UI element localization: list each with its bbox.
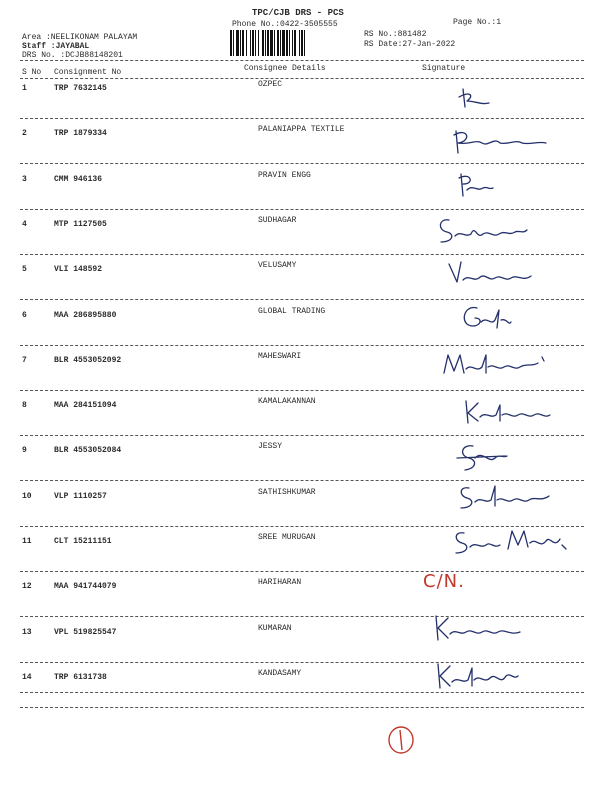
row-sno: 11	[22, 537, 32, 546]
row-consignee: SATHISHKUMAR	[258, 488, 316, 497]
signature-9	[455, 440, 515, 475]
row-sno: 13	[22, 628, 32, 637]
row-consignment: TRP 6131738	[54, 673, 107, 682]
row-sno: 1	[22, 84, 27, 93]
cin-annotation: C/N.	[423, 571, 465, 592]
row-consignee: OZPEC	[258, 80, 283, 89]
signature-1	[455, 85, 495, 115]
staff-field: Staff :JAYABAL	[22, 42, 90, 51]
row-sno: 4	[22, 220, 27, 229]
signature-10	[455, 480, 555, 515]
circle-one-mark	[385, 722, 417, 756]
row-sno: 6	[22, 311, 27, 320]
signature-3	[455, 170, 495, 200]
row-consignment: MAA 286895880	[54, 311, 117, 320]
page-number: Page No.:1	[453, 18, 502, 27]
col-signature: Signature	[422, 64, 466, 73]
row-sno: 10	[22, 492, 32, 501]
phone-number: Phone No.:0422-3505555	[232, 20, 338, 29]
row-consignee: MAHESWARI	[258, 352, 302, 361]
header-divider-top	[20, 60, 584, 61]
row-sno: 9	[22, 446, 27, 455]
signature-14	[432, 660, 522, 695]
row-consignment: VLP 1110257	[54, 492, 107, 501]
row-consignment: VPL 519825547	[54, 628, 117, 637]
row-consignment: BLR 4553052084	[54, 446, 122, 455]
signature-13	[430, 612, 530, 647]
drs-number: DRS No. :DCJB88148201	[22, 51, 123, 60]
row-divider	[20, 390, 584, 391]
row-consignee: SREE MURUGAN	[258, 533, 316, 542]
row-consignee: VELUSAMY	[258, 261, 297, 270]
row-consignee: SUDHAGAR	[258, 216, 297, 225]
rs-number: RS No.:881482	[364, 30, 427, 39]
row-sno: 2	[22, 129, 27, 138]
row-consignment: BLR 4553052092	[54, 356, 122, 365]
row-consignment: MAA 941744079	[54, 582, 117, 591]
row-consignment: TRP 1879334	[54, 129, 107, 138]
row-consignment: TRP 7632145	[54, 84, 107, 93]
row-consignee: PRAVIN ENGG	[258, 171, 311, 180]
row-consignee: KUMARAN	[258, 624, 292, 633]
row-consignee: HARIHARAN	[258, 578, 302, 587]
row-sno: 8	[22, 401, 27, 410]
signature-2	[450, 125, 550, 160]
signature-11	[450, 523, 570, 563]
barcode	[230, 30, 358, 56]
footer-divider	[20, 692, 584, 693]
row-sno: 5	[22, 265, 27, 274]
row-divider	[20, 118, 584, 119]
signature-8	[460, 397, 555, 427]
col-consignment: Consignment No	[54, 68, 122, 77]
col-consignee: Consignee Details	[244, 64, 326, 73]
row-divider	[20, 209, 584, 210]
row-sno: 7	[22, 356, 27, 365]
sheet-title: TPC/CJB DRS - PCS	[252, 8, 344, 18]
row-consignment: VLI 148592	[54, 265, 103, 274]
row-consignee: PALANIAPPA TEXTILE	[258, 125, 345, 134]
row-consignee: GLOBAL TRADING	[258, 307, 326, 316]
area-field: Area :NEELIKONAM PALAYAM	[22, 33, 138, 42]
signature-5	[445, 258, 540, 293]
signature-7	[438, 345, 548, 385]
signature-4	[435, 212, 530, 252]
row-consignee: JESSY	[258, 442, 283, 451]
row-sno: 3	[22, 175, 27, 184]
row-divider	[20, 571, 584, 572]
header-divider-bottom	[20, 78, 584, 79]
signature-6	[455, 300, 515, 340]
rs-date: RS Date:27-Jan-2022	[364, 40, 456, 49]
row-consignment: MTP 1127505	[54, 220, 107, 229]
col-sno: S No	[22, 68, 42, 77]
row-sno: 12	[22, 582, 32, 591]
row-consignment: MAA 284151094	[54, 401, 117, 410]
row-divider	[20, 707, 584, 708]
row-consignee: KANDASAMY	[258, 669, 302, 678]
row-consignment: CMM 946136	[54, 175, 103, 184]
row-divider	[20, 254, 584, 255]
row-divider	[20, 163, 584, 164]
row-sno: 14	[22, 673, 32, 682]
row-consignment: CLT 15211151	[54, 537, 112, 546]
row-divider	[20, 435, 584, 436]
row-consignee: KAMALAKANNAN	[258, 397, 316, 406]
